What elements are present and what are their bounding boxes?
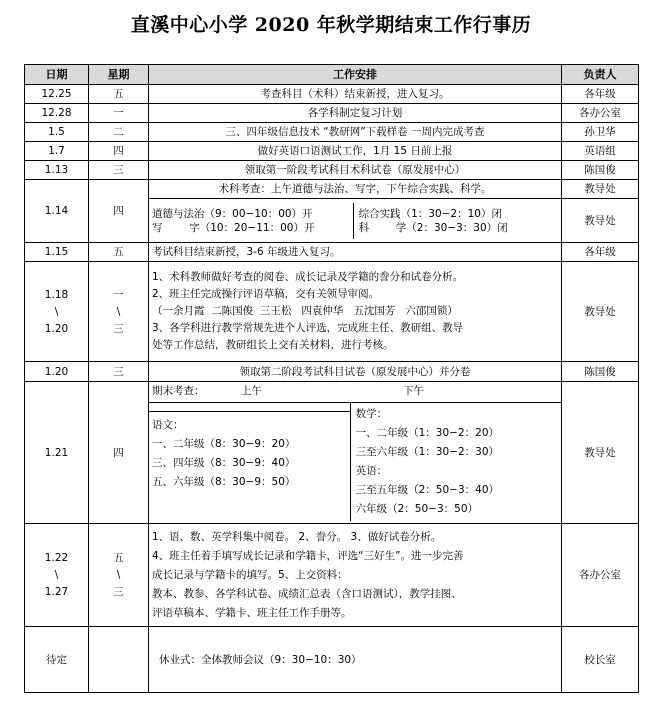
exam-line: 一、二年级（8：30−9：20） — [152, 438, 296, 450]
exam-line: 一、二年级（1：30−2：20） — [355, 427, 500, 439]
row-task: 各学科制定复习计划 — [149, 104, 562, 123]
schedule-table — [24, 64, 639, 693]
table-row — [25, 123, 639, 142]
weekday-from: 五 — [113, 552, 124, 564]
task-line: 评语草稿本、学籍卡、班主任工作手册等。 — [152, 606, 352, 619]
row-date: 1.21 — [25, 382, 89, 524]
row-task: 领取第二阶段考试科目试卷（原发展中心）并分卷 — [149, 362, 562, 382]
exam-line: 六年级（2：50−3：50） — [355, 503, 479, 515]
row-owner: 教导处 — [562, 382, 639, 524]
row-weekday-range — [89, 262, 149, 362]
task-line: 科 学（2：30−3：30）闭 — [358, 221, 508, 234]
exam-line: 三至六年级（1：30−2：30） — [355, 446, 500, 458]
row-owner: 校长室 — [562, 627, 639, 693]
row-weekday: 二 — [89, 123, 149, 142]
header-owner: 负责人 — [562, 65, 639, 85]
weekday-to: 三 — [113, 586, 124, 598]
date-separator: \ — [54, 305, 59, 318]
row-owner: 各年级 — [562, 85, 639, 104]
row-weekday: 四 — [89, 382, 149, 524]
header-weekday: 星期 — [89, 65, 149, 85]
exam-line: 三、四年级（8：30−9：40） — [152, 457, 296, 469]
task-line: 4、班主任着手填写成长记录和学籍卡，评选“三好生”。进一步完善 — [152, 549, 464, 562]
exam-label: 期末考查： — [152, 385, 205, 397]
date-from: 1.22 — [44, 552, 69, 564]
row-task: 考查科目（术科）结束新授，进入复习。 — [149, 85, 562, 104]
row-owner: 教导处 — [562, 199, 639, 243]
exam-header — [149, 382, 561, 403]
table-row — [25, 524, 639, 627]
exam-afternoon — [350, 403, 561, 521]
row-date: 1.20 — [25, 362, 89, 382]
row-task — [149, 262, 562, 362]
row-owner: 陈国俊 — [562, 161, 639, 180]
exam-subject: 语文： — [152, 419, 184, 431]
row-weekday: 五 — [89, 243, 149, 262]
row-weekday-range — [89, 524, 149, 627]
date-to: 1.27 — [44, 586, 69, 598]
task-line: 1、术科教师做好考查的阅卷、成长记录及学籍的誊分和试卷分析。 — [152, 271, 464, 283]
exam-line: 三至五年级（2：50−3：40） — [355, 484, 500, 496]
row-weekday: 三 — [89, 161, 149, 180]
task-line: 道德与法治（9：00−10：00）开 — [152, 207, 313, 220]
row-weekday: 三 — [89, 362, 149, 382]
row-owner: 教导处 — [562, 180, 639, 199]
row-task — [149, 524, 562, 627]
table-row — [25, 85, 639, 104]
table-row — [25, 142, 639, 161]
task-line: （一余月霞 二陈国俊 三王松 四袁仲华 五沈国芳 六邵国锁） — [152, 305, 458, 317]
table-row — [25, 627, 639, 693]
task-morning — [149, 203, 353, 239]
row-task: 术科考查：上午道德与法治、写字，下午综合实践、科学。 — [149, 180, 562, 199]
exam-subject: 英语： — [355, 465, 388, 477]
date-separator: \ — [54, 569, 59, 581]
task-line: 成长记录与学籍卡的填写。5、上交资料： — [152, 568, 348, 581]
weekday-to: 三 — [113, 322, 124, 335]
task-line: 3、各学科进行教学常规先进个人评选，完成班主任、教研组、教导 — [152, 322, 464, 334]
row-date-range — [25, 524, 89, 627]
exam-schedule — [149, 382, 562, 524]
task-line: 写 字（10：20−11：00）开 — [152, 221, 315, 234]
date-from: 1.18 — [44, 288, 69, 301]
row-task: 做好英语口语测试工作，1月 15 日前上报 — [149, 142, 562, 161]
table-row — [25, 362, 639, 382]
exam-line: 五、六年级（8：30−9：50） — [152, 476, 296, 488]
header-date: 日期 — [25, 65, 89, 85]
task-line: 处等工作总结，教研组长上交有关材料，进行考核。 — [152, 339, 394, 351]
row-owner: 英语组 — [562, 142, 639, 161]
weekday-separator: \ — [116, 569, 121, 581]
table-row — [25, 180, 639, 199]
table-row — [25, 262, 639, 362]
table-header-row — [25, 65, 639, 85]
exam-subject: 数学： — [355, 408, 388, 420]
row-task: 休业式：全体教师会议（9：30−10：30） — [149, 627, 562, 693]
row-date: 1.13 — [25, 161, 89, 180]
row-date: 1.7 — [25, 142, 89, 161]
exam-pm-label: 下午 — [403, 385, 424, 397]
date-to: 1.20 — [44, 322, 69, 335]
row-weekday: 四 — [89, 180, 149, 243]
header-task: 工作安排 — [149, 65, 562, 85]
table-row — [25, 382, 639, 524]
row-weekday — [89, 627, 149, 693]
row-owner: 各办公室 — [562, 104, 639, 123]
row-date: 12.28 — [25, 104, 89, 123]
task-afternoon — [353, 203, 561, 239]
task-line: 综合实践（1：30−2：10）闭 — [358, 207, 502, 220]
task-line: 教本、教参、各学科试卷、成绩汇总表（含口语测试），教学挂图、 — [152, 587, 462, 600]
table-row — [25, 161, 639, 180]
row-date: 1.14 — [25, 180, 89, 243]
row-weekday: 五 — [89, 85, 149, 104]
row-task-split — [149, 199, 562, 243]
row-owner: 各办公室 — [562, 524, 639, 627]
row-weekday: 一 — [89, 104, 149, 123]
row-weekday: 四 — [89, 142, 149, 161]
row-date: 1.5 — [25, 123, 89, 142]
row-task: 考试科目结束新授，3-6 年级进入复习。 — [149, 243, 562, 262]
row-owner: 教导处 — [562, 262, 639, 362]
row-date: 1.15 — [25, 243, 89, 262]
task-line: 2、班主任完成操行评语草稿，交有关领导审阅。 — [152, 288, 380, 300]
row-owner: 孙卫华 — [562, 123, 639, 142]
task-line: 1、语、数、英学科集中阅卷。 2、誊分。 3、做好试卷分析。 — [152, 530, 442, 543]
row-task: 领取第一阶段考试科目术科试卷（原发展中心） — [149, 161, 562, 180]
weekday-from: 一 — [113, 288, 124, 301]
row-date: 12.25 — [25, 85, 89, 104]
row-owner: 陈国俊 — [562, 362, 639, 382]
page-title: 直溪中心小学 2020 年秋学期结束工作行事历 — [130, 14, 532, 36]
row-task: 三、四年级信息技术 “教研网”下载样卷 一周内完成考查 — [149, 123, 562, 142]
exam-am-label: 上午 — [241, 385, 262, 397]
table-row — [25, 104, 639, 123]
row-date: 待定 — [25, 627, 89, 693]
table-row — [25, 243, 639, 262]
row-date-range — [25, 262, 89, 362]
exam-morning — [149, 403, 350, 521]
weekday-separator: \ — [116, 305, 121, 318]
row-owner: 各年级 — [562, 243, 639, 262]
